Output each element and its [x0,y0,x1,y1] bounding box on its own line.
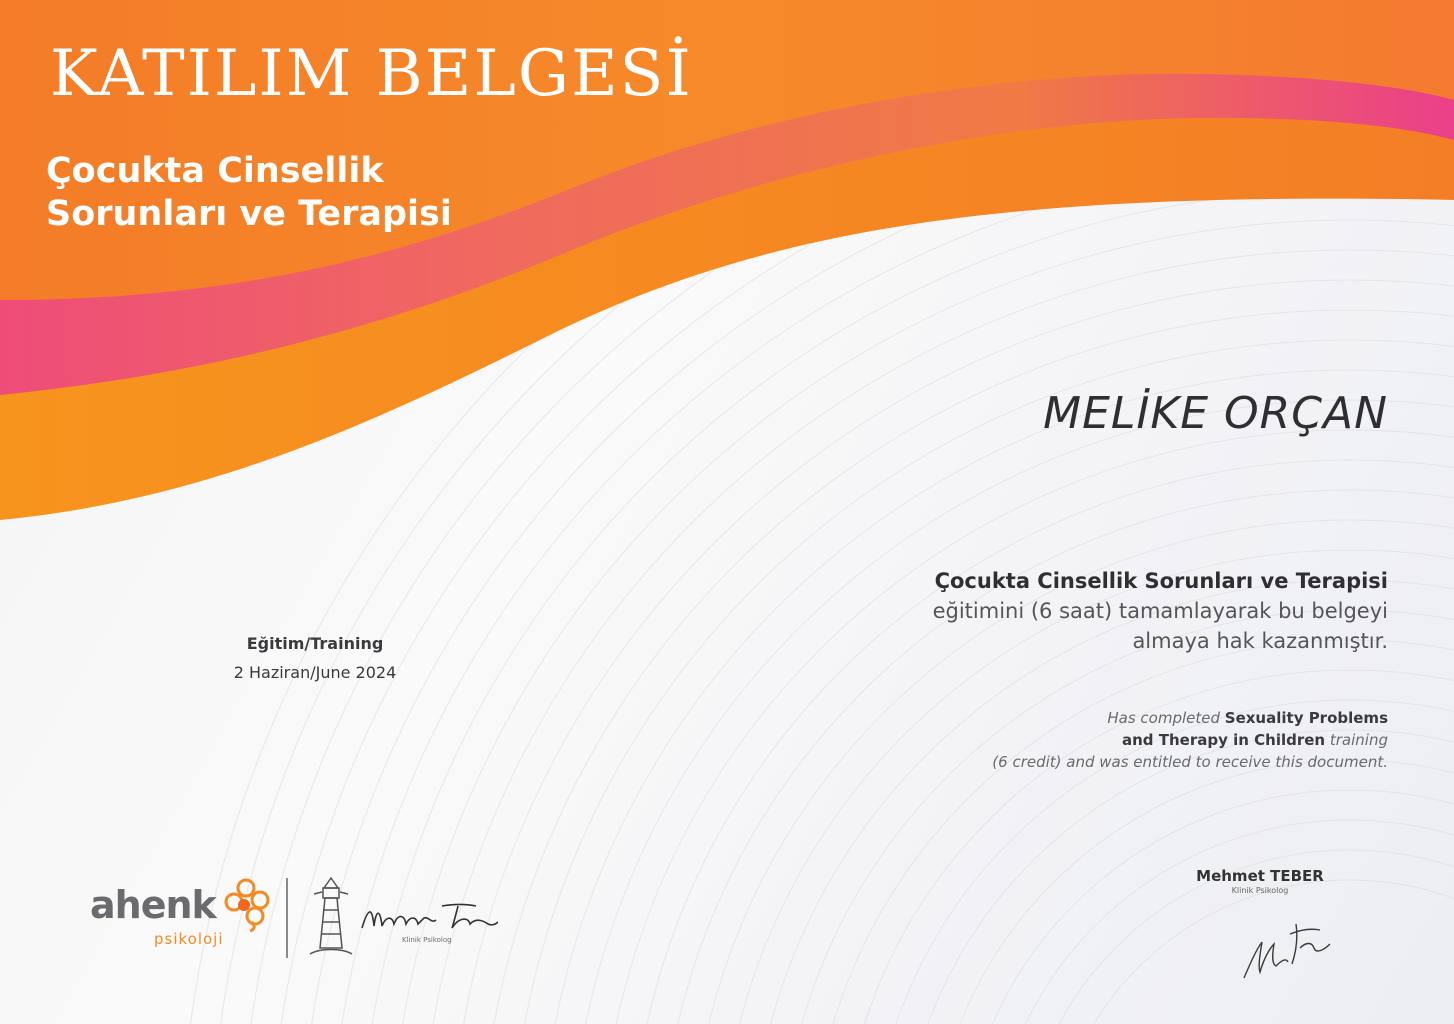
statement-en-line3: (6 credit) and was entitled to receive this document. [992,753,1388,771]
statement-en-post1: training [1325,731,1388,749]
course-subtitle-line2: Sorunları ve Terapisi [46,194,452,234]
statement-en-line2 [768,729,1388,751]
course-subtitle-line1: Çocukta Cinsellik [46,151,384,191]
signature-icon [1236,914,1336,984]
statement-en-course1: Sexuality Problems [1224,709,1388,727]
signer-name: Mehmet TEBER [1196,867,1324,885]
signer-block [1170,866,1350,896]
lighthouse-icon [308,876,354,958]
course-subtitle [46,150,606,236]
logo-divider [286,878,288,958]
ahenk-logo-text: ahenk [90,883,216,927]
training-info [185,632,445,690]
statement-line2: almaya hak kazanmıştır. [1132,629,1388,653]
mehmet-teber-signature-icon [358,898,498,938]
recipient-name: MELİKE ORÇAN [1043,388,1388,439]
statement-turkish [688,566,1388,656]
certificate-title: KATILIM BELGESİ [50,37,693,111]
logo-block [90,872,510,968]
statement-en-pre: Has completed [1107,709,1225,727]
psikoloji-logo-text: psikoloji [154,930,224,948]
training-label: Eğitim/Training [246,634,384,653]
flower-logo-icon [222,878,270,932]
statement-en-course2: and Therapy in Children [1122,731,1326,749]
signer-title: Klinik Psikolog [1231,886,1289,895]
partner-subtitle: Klinik Psikolog [402,936,452,944]
training-date: 2 Haziran/June 2024 [233,663,397,682]
statement-en-line1 [768,707,1388,729]
statement-line1: eğitimini (6 saat) tamamlayarak bu belgeyi [932,599,1388,623]
statement-english [768,707,1388,773]
statement-course-name: Çocukta Cinsellik Sorunları ve Terapisi [934,569,1388,593]
